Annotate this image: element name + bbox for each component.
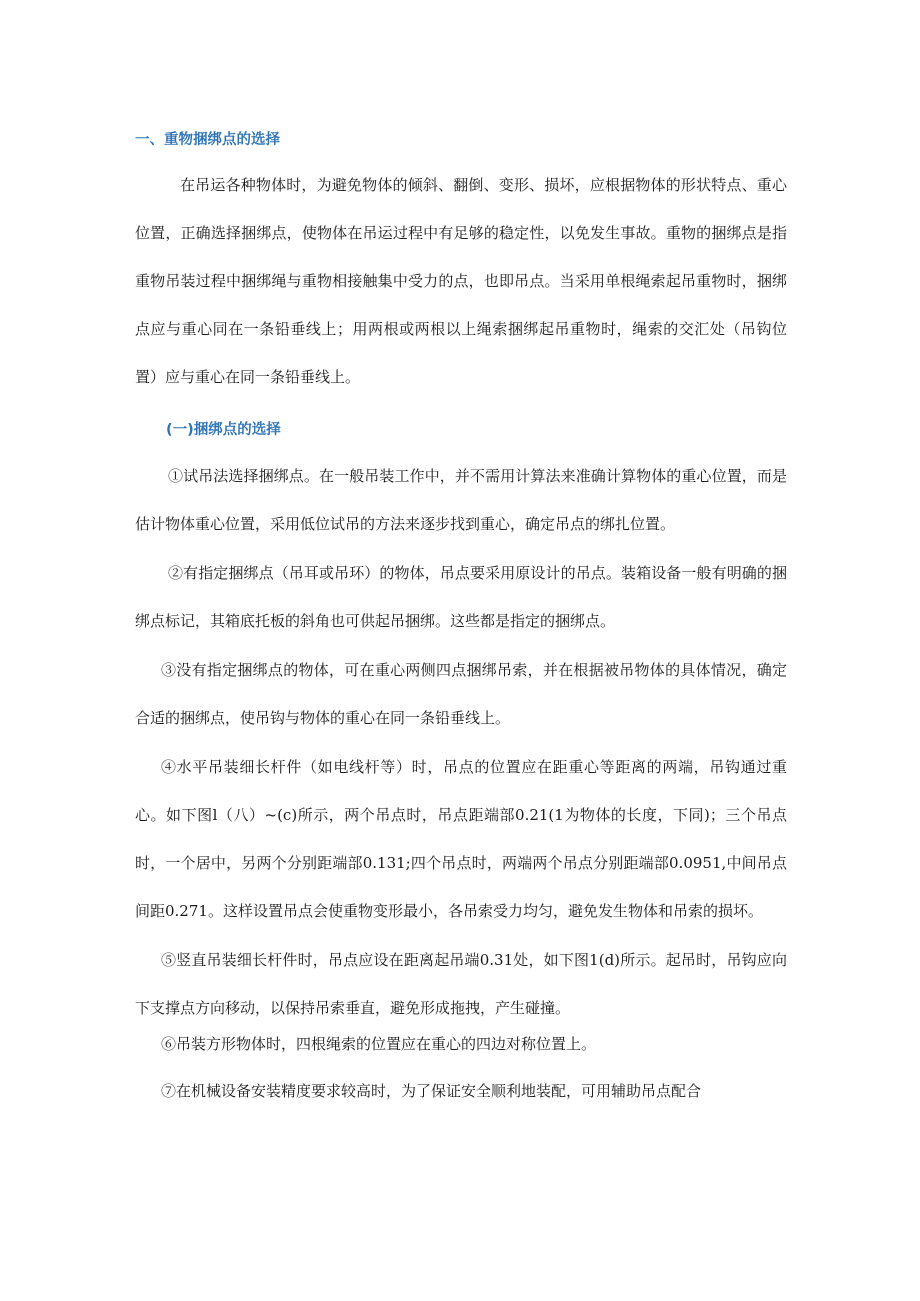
list-item-4: ④水平吊装细长杆件（如电线杆等）时，吊点的位置应在距重心等距离的两端，吊钩通过重心。如下图l（八）~(c)所示，两个吊点时，吊点距端部0.21(1为物体的长度，下同)；三个吊点时，一个居中，另两个分别距端部0.131;四个吊点时，两端两个吊点分别距端部0.0951,中间吊点间距0.271。这样设置吊点会使重物变形最小，各吊索受力均匀，避免发生物体和吊索的损坏。 bbox=[135, 758, 787, 920]
list-item-1: ①试吊法选择捆绑点。在一般吊装工作中，并不需用计算法来准确计算物体的重心位置，而是估计物体重心位置，采用低位试吊的方法来逐步找到重心，确定吊点的绑扎位置。 bbox=[135, 467, 787, 533]
list-item-3: ③没有指定捆绑点的物体，可在重心两侧四点捆绑吊索，并在根据被吊物体的具体情况，确定合适的捆绑点，使吊钩与物体的重心在同一条铅垂线上。 bbox=[135, 661, 787, 727]
list-item-6: ⑥吊装方形物体时，四根绳索的位置应在重心的四边对称位置上。 bbox=[161, 1035, 597, 1053]
subsection-heading: (一)捆绑点的选择 bbox=[166, 422, 281, 438]
intro-paragraph: 在吊运各种物体时，为避免物体的倾斜、翻倒、变形、损坏，应根据物体的形状特点、重心位置，正确选择捆绑点，使物体在吊运过程中有足够的稳定性，以免发生事故。重物的捆绑点是指重物吊装过程中捆绑绳与重物相接触集中受力的点，也即吊点。当采用单根绳索起吊重物时，捆绑点应与重心同在一条铅垂线上；用两根或两根以上绳索捆绑起吊重物时，绳索的交汇处（吊钩位置）应与重心在同一条铅垂线上。 bbox=[135, 176, 787, 386]
list-item-2: ②有指定捆绑点（吊耳或吊环）的物体，吊点要采用原设计的吊点。装箱设备一般有明确的捆绑点标记，其箱底托板的斜角也可供起吊捆绑。这些都是指定的捆绑点。 bbox=[135, 564, 787, 630]
list-item-5: ⑤竖直吊装细长杆件时，吊点应设在距离起吊端0.31处，如下图1(d)所示。起吊时，吊钩应向下支撑点方向移动，以保持吊索垂直，避免形成拖拽，产生碰撞。 bbox=[135, 951, 787, 1017]
section-heading: 一、重物捆绑点的选择 bbox=[135, 132, 280, 148]
list-item-7: ⑦在机械设备安装精度要求较高时，为了保证安全顺利地装配，可用辅助吊点配合 bbox=[161, 1082, 702, 1100]
